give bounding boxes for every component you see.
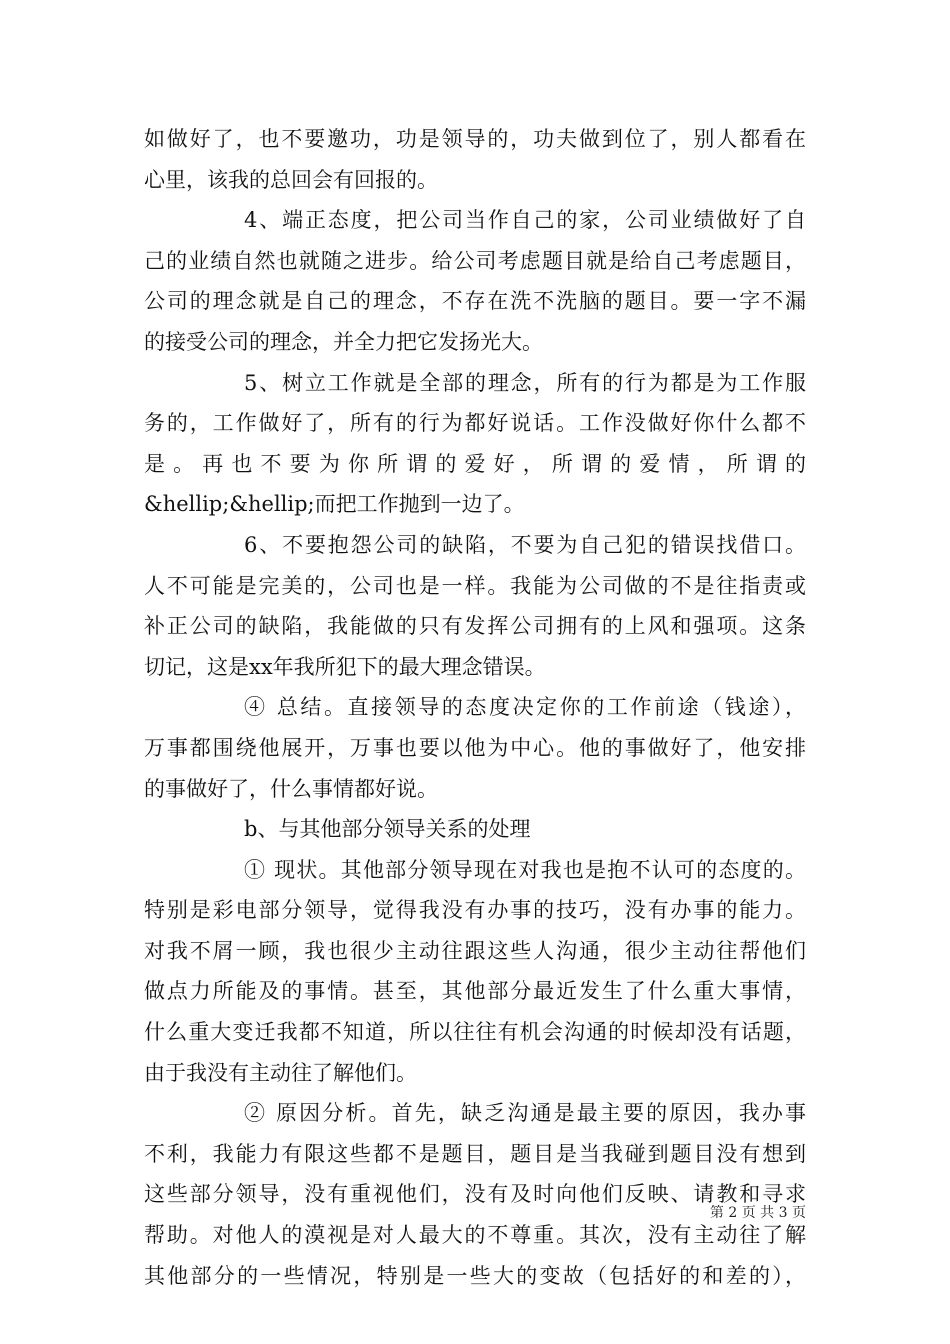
text-line: 己的业绩自然也就随之进步。给公司考虑题目就是给自己考虑题目， [144, 248, 806, 273]
text-line: 如做好了，也不要邀功，功是领导的，功夫做到位了，别人都看在 [144, 127, 806, 151]
paragraph-start-line: 6、不要抱怨公司的缺陷，不要为自己犯的错误找借口。 [244, 532, 806, 557]
text-line: 切记，这是xx年我所犯下的最大理念错误。 [144, 654, 546, 679]
page-number-footer: 第 2 页 共 3 页 [709, 1205, 806, 1221]
text-line: 是 。 再 也 不 要 为 你 所 谓 的 爱 好 ， 所 谓 的 爱 情 ， 所 谓 的 [144, 451, 806, 476]
paragraph-start-line: 5、树立工作就是全部的理念，所有的行为都是为工作服 [244, 370, 806, 395]
text-line: 由于我没有主动往了解他们。 [144, 1060, 417, 1085]
text-line: 的接受公司的理念，并全力把它发扬光大。 [144, 329, 543, 354]
text-line: 其他部分的一些情况，特别是一些大的变故（包括好的和差的）， [144, 1263, 806, 1288]
text-line: 什么重大变迁我都不知道，所以往往有机会沟通的时候却没有话题， [144, 1020, 806, 1045]
text-line: 万事都围绕他展开，万事也要以他为中心。他的事做好了，他安排 [144, 735, 806, 760]
text-line: 特别是彩电部分领导，觉得我没有办事的技巧，没有办事的能力。 [144, 898, 806, 923]
paragraph-start-line: ① 现状。其他部分领导现在对我也是抱不认可的态度的。 [244, 857, 806, 882]
text-line: 心里，该我的总回会有回报的。 [144, 167, 438, 192]
document-body [144, 119, 806, 1296]
paragraph-start-line: ② 原因分析。首先，缺乏沟通是最主要的原因，我办事 [244, 1101, 806, 1126]
text-line: 帮助。对他人的漠视是对人最大的不尊重。其次，没有主动往了解 [144, 1223, 806, 1248]
text-line: 补正公司的缺陷，我能做的只有发挥公司拥有的上风和强项。这条 [144, 614, 806, 639]
text-line: 不利，我能力有限这些都不是题目，题目是当我碰到题目没有想到 [144, 1141, 806, 1166]
text-line: 公司的理念就是自己的理念，不存在洗不洗脑的题目。要一字不漏 [144, 289, 806, 314]
text-line: &hellip;&hellip;而把工作抛到一边了。 [144, 492, 525, 517]
paragraph-start-line: ④ 总结。直接领导的态度决定你的工作前途（钱途）， [244, 695, 806, 720]
paragraph-start-line: 4、端正态度，把公司当作自己的家，公司业绩做好了自 [244, 208, 806, 233]
text-line: 的事做好了，什么事情都好说。 [144, 776, 438, 801]
text-line: 这些部分领导，没有重视他们，没有及时向他们反映、请教和寻求 [144, 1182, 806, 1207]
text-line: 做点力所能及的事情。甚至，其他部分最近发生了什么重大事情， [144, 979, 806, 1004]
text-line: 对我不屑一顾，我也很少主动往跟这些人沟通，很少主动往帮他们 [144, 938, 806, 963]
section-heading: b、与其他部分领导关系的处理 [244, 817, 531, 842]
text-line: 人不可能是完美的，公司也是一样。我能为公司做的不是往指责或 [144, 573, 806, 598]
text-line: 务的，工作做好了，所有的行为都好说话。工作没做好你什么都不 [144, 411, 806, 436]
